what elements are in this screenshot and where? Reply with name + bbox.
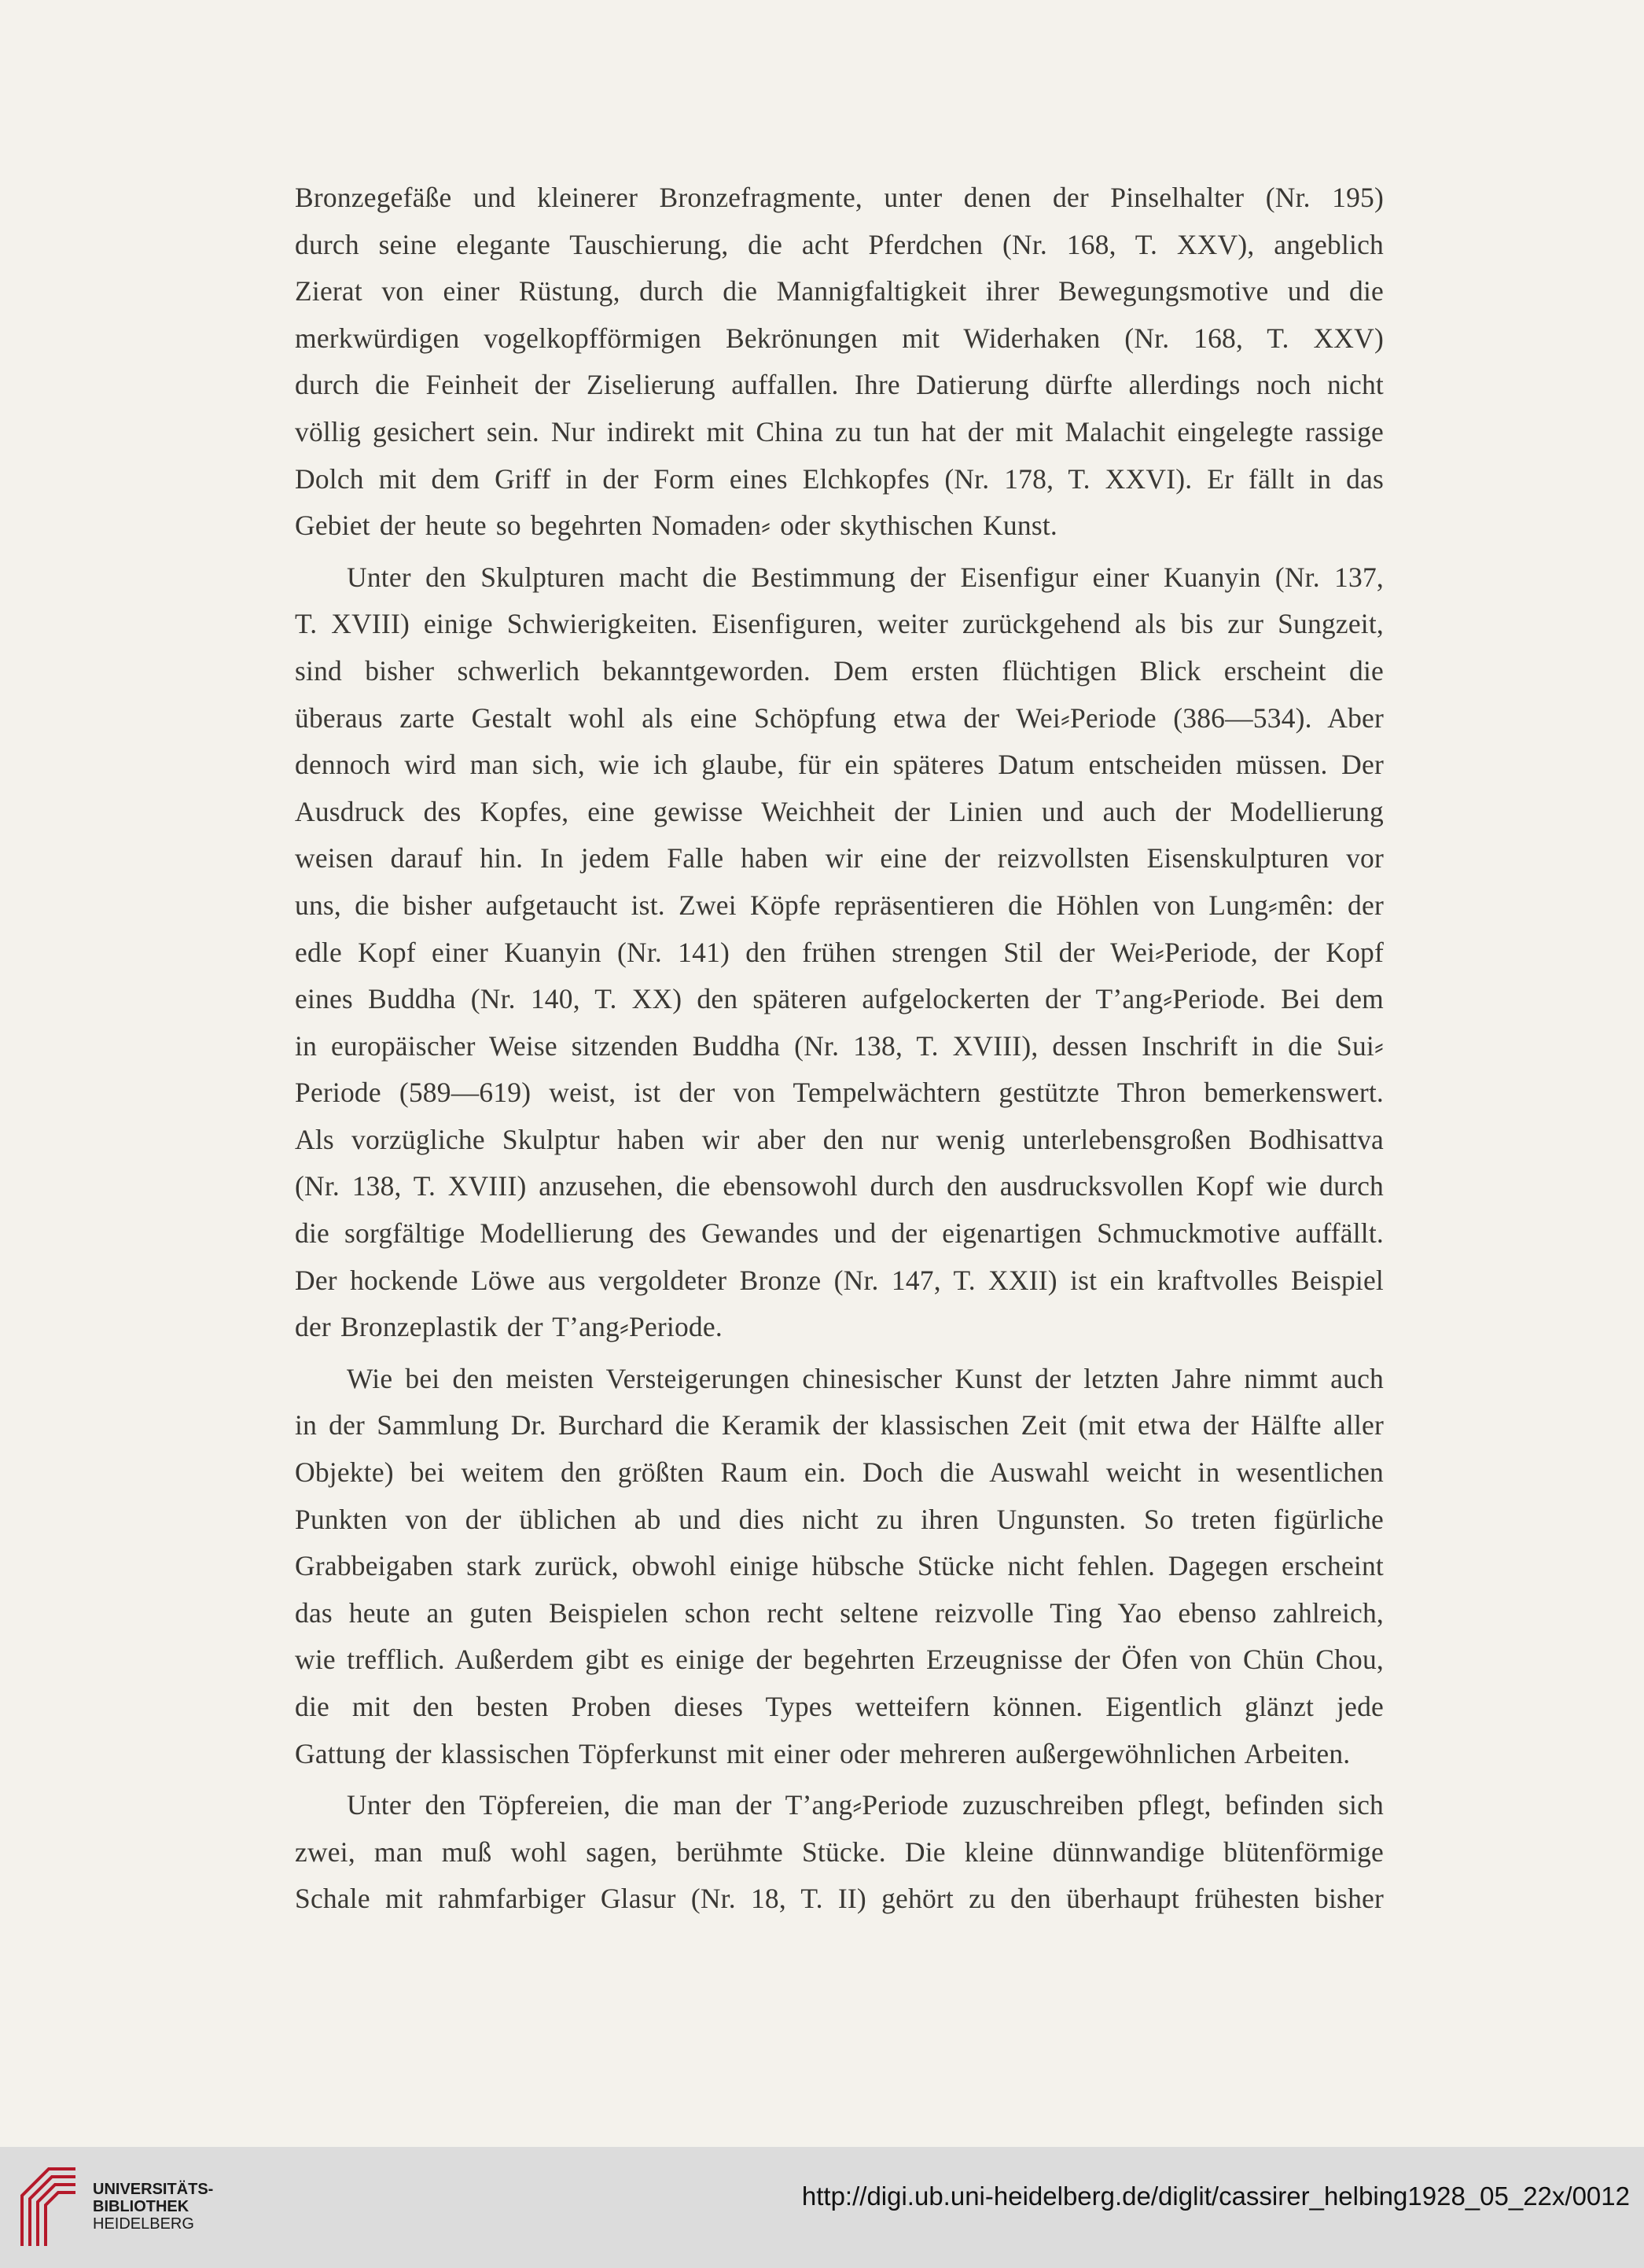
text-line: Als vorzügliche Skulptur haben wir aber den nur wenig unterlebensgroßen Bodhisattva [295,1123,1384,1155]
text-line: durch die Feinheit der Ziselierung auffallen. Ihre Datierung dürfte allerdings noch nicht [295,369,1384,401]
text-line: edle Kopf einer Kuanyin (Nr. 141) den frühen strengen Stil der Wei⸗Periode, der Kopf [295,936,1384,968]
text-line: dennoch wird man sich, wie ich glaube, für ein späteres Datum entscheiden müssen. Der [295,749,1384,781]
text-line: durch seine elegante Tauschierung, die acht Pferdchen (Nr. 168, T. XXV), angeblich [295,228,1384,260]
text-line: überaus zarte Gestalt wohl als eine Schöpfung etwa der Wei⸗Periode (386—534). Aber [295,701,1384,734]
text-line: Dolch mit dem Griff in der Form eines Elchkopfes (Nr. 178, T. XXVI). Er fällt in das [295,462,1384,495]
text-line: völlig gesichert sein. Nur indirekt mit China zu tun hat der mit Malachit eingelegte rassige [295,415,1384,447]
text-line: Schale mit rahmfarbiger Glasur (Nr. 18, T. II) gehört zu den überhaupt frühesten bisher [295,1883,1384,1915]
text-line: Ausdruck des Kopfes, eine gewisse Weichheit der Linien und auch der Modellierung [295,795,1384,827]
text-line: Wie bei den meisten Versteigerungen chinesischer Kunst der letzten Jahre nimmt auch [347,1362,1384,1394]
body-text [295,175,1384,1927]
paragraph [295,1356,1384,1777]
text-line: die mit den besten Proben dieses Types wetteifern können. Eigentlich glänzt jede [295,1691,1384,1722]
text-line: Zierat von einer Rüstung, durch die Mannigfaltigkeit ihrer Bewegungsmotive und die [295,275,1384,307]
text-line: weisen darauf hin. In jedem Falle haben wir eine der reizvollsten Eisenskulpturen vor [295,842,1384,874]
text-line: merkwürdigen vogelkopfförmigen Bekrönungen mit Widerhaken (Nr. 168, T. XXV) [295,322,1384,354]
text-line: Unter den Skulpturen macht die Bestimmung der Eisenfigur einer Kuanyin (Nr. 137, [347,561,1384,593]
text-line: Periode (589—619) weist, ist der von Tempelwächtern gestützte Thron bemerkenswert. [295,1077,1384,1109]
source-url-link[interactable]: http://digi.ub.uni-heidelberg.de/diglit/cassirer_helbing1928_05_22x/0012 [801,2181,1630,2211]
text-line: Grabbeigaben stark zurück, obwohl einige hübsche Stücke nicht fehlen. Dagegen erscheint [295,1550,1384,1582]
text-line: wie trefflich. Außerdem gibt es einige der begehrten Erzeugnisse der Öfen von Chün Chou, [295,1644,1384,1676]
text-line: uns, die bisher aufgetaucht ist. Zwei Köpfe repräsentieren die Höhlen von Lung⸗mên: der [295,889,1384,921]
text-line: Der hockende Löwe aus vergoldeter Bronze (Nr. 147, T. XXII) ist ein kraftvolles Beispiel [295,1264,1384,1296]
text-line: eines Buddha (Nr. 140, T. XX) den späteren aufgelockerten der T’ang⸗Periode. Bei dem [295,983,1384,1015]
text-line: in europäischer Weise sitzenden Buddha (Nr. 138, T. XVIII), dessen Inschrift in die Sui⸗ [295,1029,1384,1062]
text-line: das heute an guten Beispielen schon recht seltene reizvolle Ting Yao ebenso zahlreich, [295,1596,1384,1629]
text-line: zwei, man muß wohl sagen, berühmte Stücke. Die kleine dünnwandige blütenförmige [295,1835,1384,1868]
paragraph [295,175,1384,550]
library-name-line2: BIBLIOTHEK [93,2198,189,2215]
text-line: Gattung der klassischen Töpferkunst mit einer oder mehreren außergewöhnlichen Arbeiten. [295,1737,1351,1769]
library-name [93,2181,213,2233]
text-line: die sorgfältige Modellierung des Gewandes und der eigenartigen Schmuckmotive auffällt. [295,1217,1384,1250]
text-line: Unter den Töpfereien, die man der T’ang⸗Periode zuzuschreiben pflegt, befinden sich [347,1789,1384,1821]
library-logo-icon [17,2164,80,2251]
text-line: Bronzegefäße und kleinerer Bronzefragmente, unter denen der Pinselhalter (Nr. 195) [295,182,1384,213]
text-line: Objekte) bei weitem den größten Raum ein. Doch die Auswahl weicht in wesentlichen [295,1456,1384,1489]
text-line: der Bronzeplastik der T’ang⸗Periode. [295,1311,723,1343]
paragraph [295,554,1384,1351]
paragraph [295,1782,1384,1923]
text-line: Punkten von der üblichen ab und dies nicht zu ihren Ungunsten. So treten figürliche [295,1503,1384,1535]
footer-bar [0,2147,1644,2268]
library-name-line3: HEIDELBERG [93,2215,194,2233]
text-line: sind bisher schwerlich bekanntgeworden. Dem ersten flüchtigen Blick erscheint die [295,654,1384,687]
text-line: Gebiet der heute so begehrten Nomaden⸗ oder skythischen Kunst. [295,510,1057,542]
text-line: (Nr. 138, T. XVIII) anzusehen, die ebensowohl durch den ausdrucksvollen Kopf wie durch [295,1170,1384,1202]
library-name-line1: UNIVERSITÄTS- [93,2181,214,2198]
text-line: in der Sammlung Dr. Burchard die Keramik der klassischen Zeit (mit etwa der Hälfte aller [295,1409,1384,1441]
text-line: T. XVIII) einige Schwierigkeiten. Eisenfiguren, weiter zurückgehend als bis zur Sungzeit, [295,608,1384,640]
